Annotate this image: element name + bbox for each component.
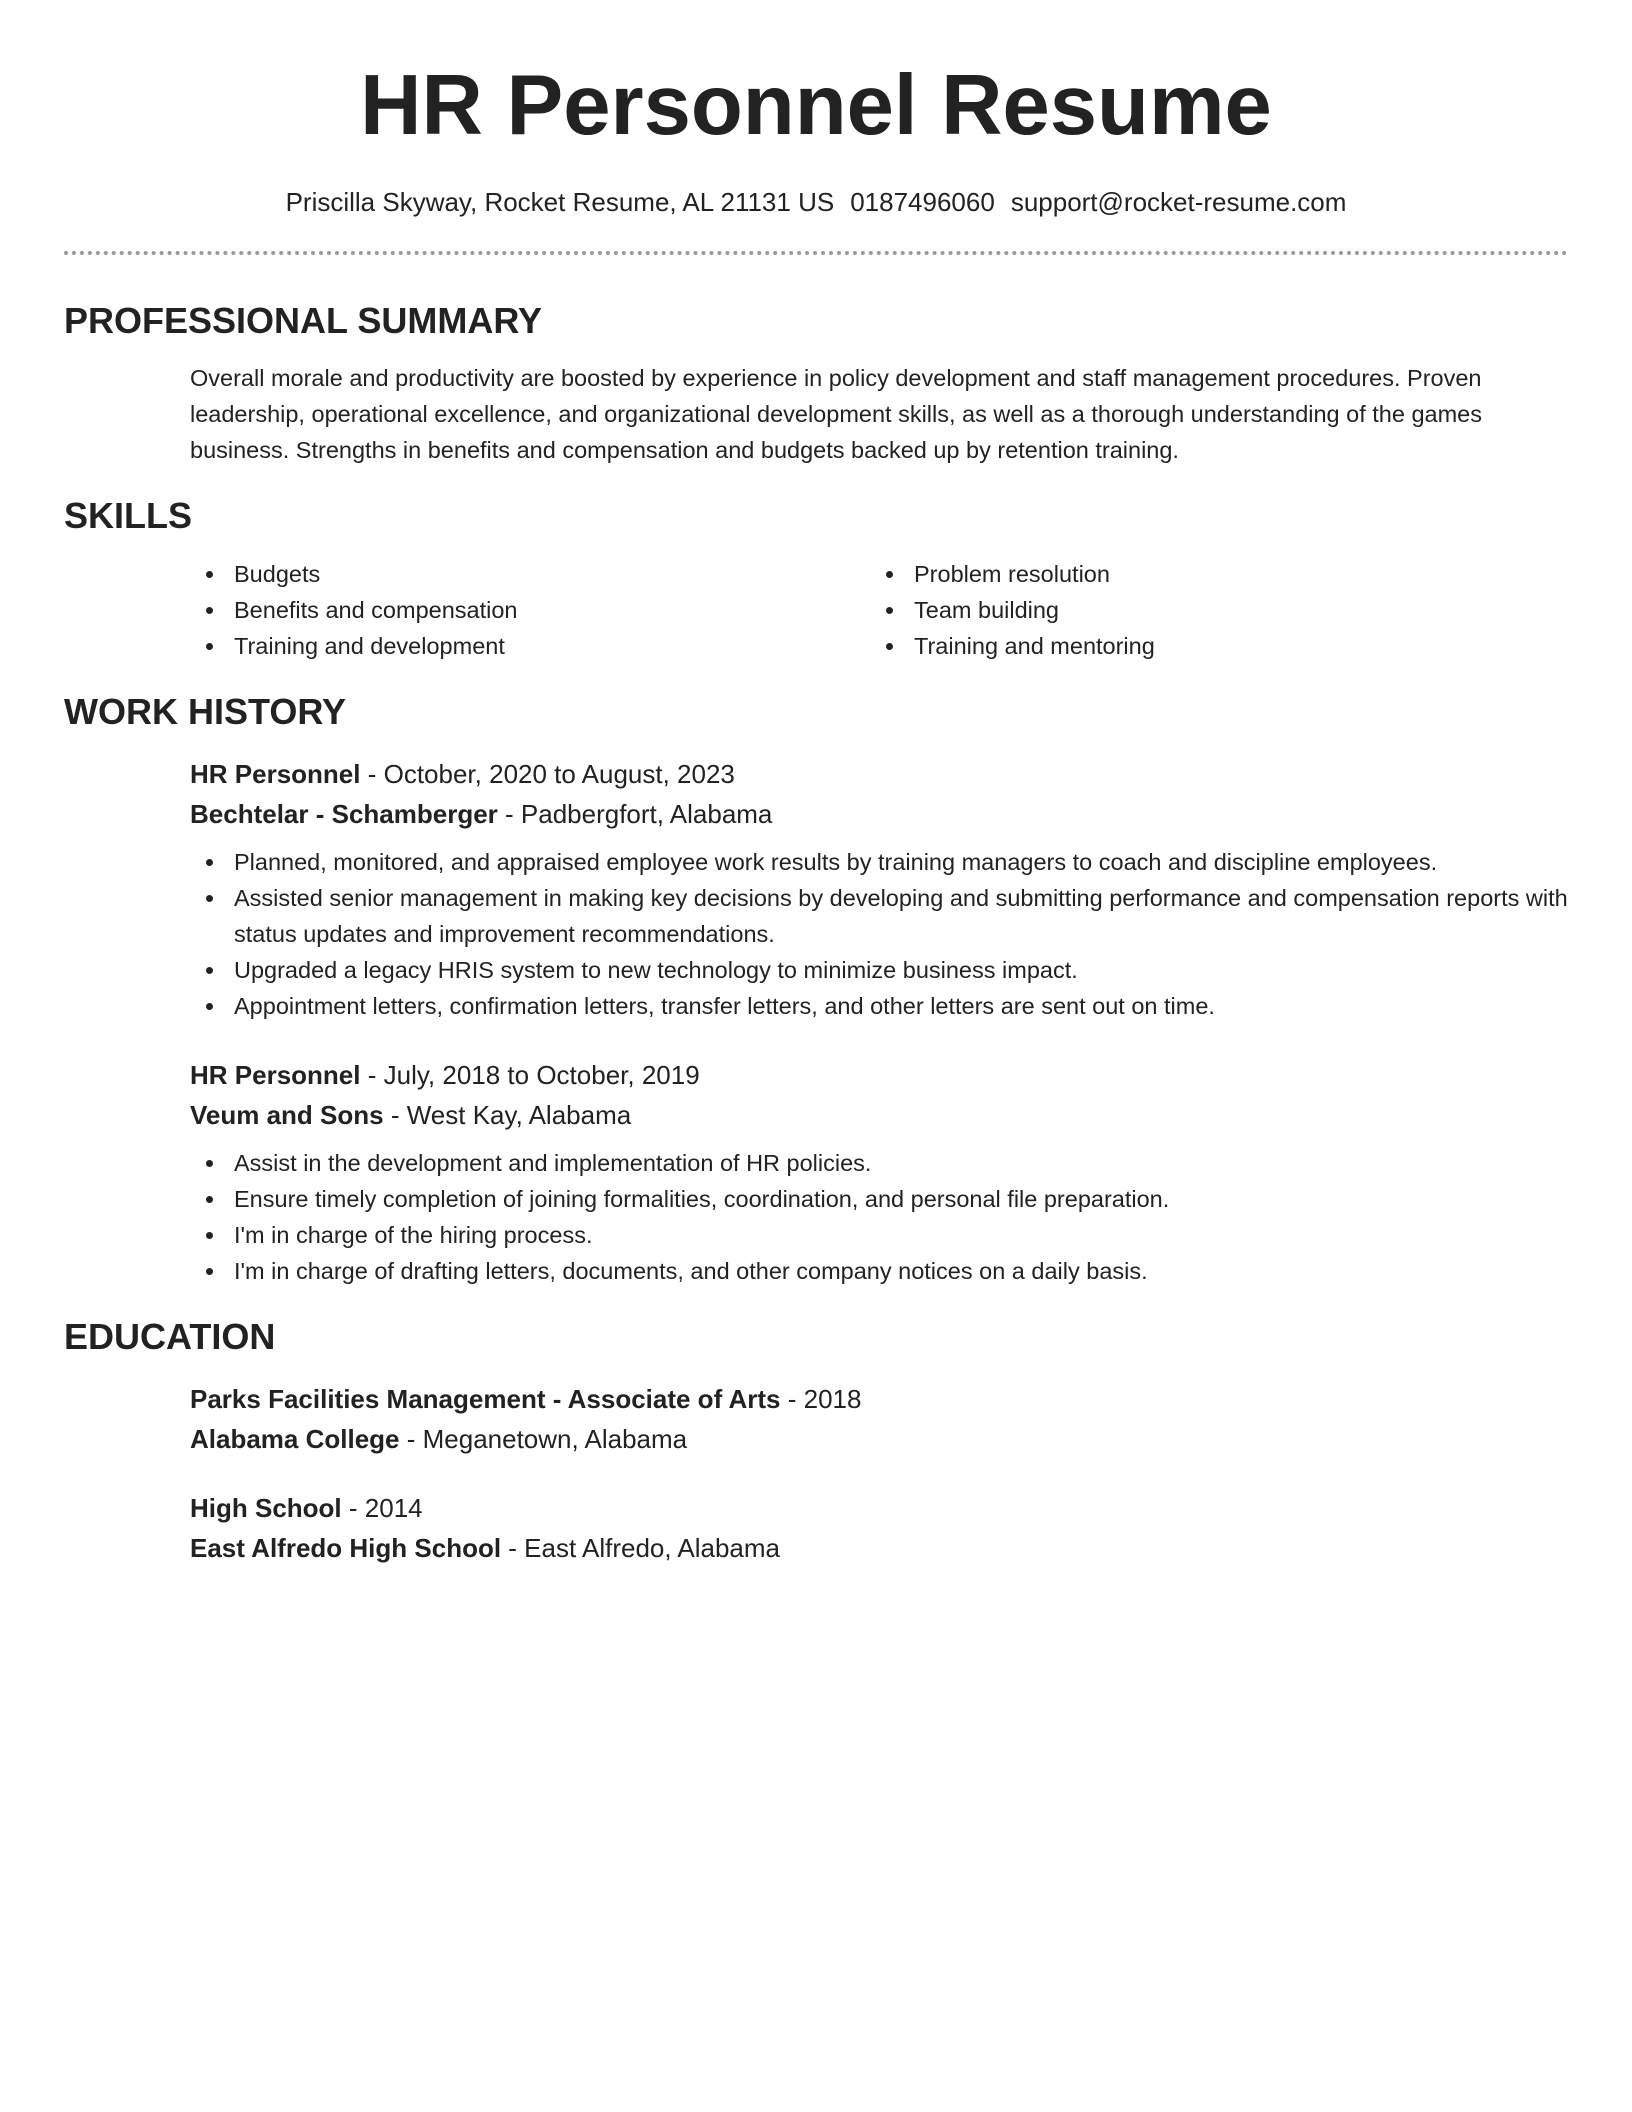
skill-item: Problem resolution — [870, 556, 1550, 592]
job-company-line — [190, 794, 1568, 834]
job-entry — [190, 1055, 1568, 1289]
job-location: - West Kay, Alabama — [383, 1100, 632, 1130]
contact-email: support@rocket-resume.com — [1010, 187, 1347, 217]
job-entry — [190, 754, 1568, 1024]
job-dates: - July, 2018 to October, 2019 — [360, 1060, 700, 1090]
skills-column-right — [870, 556, 1550, 664]
job-bullet: Assisted senior management in making key decisions by developing and submitting performance and compensation reports with status updates and improvement recommendations. — [190, 880, 1568, 952]
job-company: Bechtelar - Schamberger — [190, 799, 498, 829]
job-bullet: Planned, monitored, and appraised employee work results by training managers to coach and discipline employees. — [190, 844, 1568, 880]
education-entry — [190, 1488, 1568, 1568]
summary-text: Overall morale and productivity are boosted by experience in policy development and staff management procedures. Proven leadership, operational excellence, and organizational development skills, as well as a thorough understanding of the games business. Strengths in benefits and compensation and budgets backed up by retention training. — [190, 365, 1483, 463]
education-heading: EDUCATION — [64, 1316, 276, 1357]
job-title-line — [190, 754, 1568, 794]
job-bullet: Ensure timely completion of joining formalities, coordination, and personal file preparation. — [190, 1181, 1568, 1217]
skills-list — [190, 556, 1568, 664]
job-bullet: I'm in charge of the hiring process. — [190, 1217, 1568, 1253]
education-entry — [190, 1379, 1568, 1459]
education-school: Alabama College — [190, 1424, 400, 1454]
header-divider — [64, 251, 1568, 255]
job-role: HR Personnel — [190, 1060, 361, 1090]
contact-address: Priscilla Skyway, Rocket Resume, AL 21131 US — [285, 187, 835, 217]
skill-item: Training and mentoring — [870, 628, 1550, 664]
education-degree-line — [190, 1488, 1568, 1528]
education-school-line — [190, 1419, 1568, 1459]
skill-item: Team building — [870, 592, 1550, 628]
education-degree: High School — [190, 1493, 342, 1523]
skill-item: Training and development — [190, 628, 870, 664]
education-location: - East Alfredo, Alabama — [501, 1533, 780, 1563]
job-bullet: I'm in charge of drafting letters, documents, and other company notices on a daily basis. — [190, 1253, 1568, 1289]
job-bullet: Assist in the development and implementation of HR policies. — [190, 1145, 1568, 1181]
job-company: Veum and Sons — [190, 1100, 384, 1130]
skills-heading: SKILLS — [64, 495, 193, 536]
job-bullet: Appointment letters, confirmation letters, transfer letters, and other letters are sent out on time. — [190, 988, 1568, 1024]
skills-column-left — [190, 556, 870, 664]
job-bullets — [190, 844, 1568, 1024]
contact-phone: 0187496060 — [850, 187, 995, 217]
job-title-line — [190, 1055, 1568, 1095]
education-degree: Parks Facilities Management - Associate of Arts — [190, 1384, 781, 1414]
work-history-heading: WORK HISTORY — [64, 691, 347, 732]
job-role: HR Personnel — [190, 759, 361, 789]
job-company-line — [190, 1095, 1568, 1135]
job-dates: - October, 2020 to August, 2023 — [360, 759, 735, 789]
job-bullets — [190, 1145, 1568, 1289]
education-school-line — [190, 1528, 1568, 1568]
skill-item: Benefits and compensation — [190, 592, 870, 628]
resume-title: HR Personnel Resume — [360, 58, 1272, 153]
education-school: East Alfredo High School — [190, 1533, 502, 1563]
education-year: - 2014 — [341, 1493, 423, 1523]
job-bullet: Upgraded a legacy HRIS system to new technology to minimize business impact. — [190, 952, 1568, 988]
contact-line — [64, 186, 1568, 218]
education-year: - 2018 — [780, 1384, 862, 1414]
education-location: - Meganetown, Alabama — [399, 1424, 688, 1454]
skill-item: Budgets — [190, 556, 870, 592]
job-location: - Padbergfort, Alabama — [497, 799, 773, 829]
education-degree-line — [190, 1379, 1568, 1419]
summary-heading: PROFESSIONAL SUMMARY — [64, 300, 543, 341]
